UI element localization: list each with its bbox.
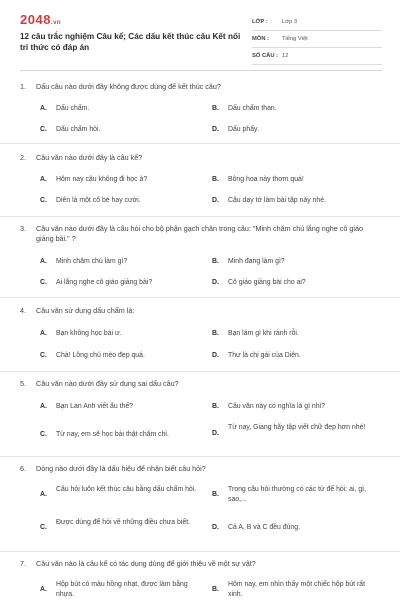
question-text: Câu văn sử dụng dấu chấm là: xyxy=(36,306,135,315)
question-number: 2. xyxy=(20,153,26,162)
option-letter: B. xyxy=(212,176,219,183)
option-letter: B. xyxy=(212,403,219,410)
option-letter: C. xyxy=(40,431,47,438)
option-text: Được dùng để hỏi về những điều chưa biết. xyxy=(56,519,191,526)
header xyxy=(0,0,400,64)
question-text: Dòng nào dưới đây là dấu hiệu để nhận biết câu hỏi? xyxy=(36,464,206,473)
option-letter: B. xyxy=(212,258,219,265)
option-letter: C. xyxy=(40,126,47,133)
question-4 xyxy=(0,301,400,372)
option-text: Ai lắng nghe cô giáo giảng bài? xyxy=(56,279,153,286)
option-text: Hôm nay cậu không đi học à? xyxy=(56,176,148,183)
question-3 xyxy=(0,219,400,298)
option-text: Bông hoa này thơm quá! xyxy=(228,176,304,183)
option-text: Hôm nay, em nhìn thấy một chiếc hộp bút rất xinh. xyxy=(228,581,365,598)
question-number: 4. xyxy=(20,306,26,315)
meta-subject-value: Tiếng Việt xyxy=(282,36,308,42)
option-letter: D. xyxy=(212,126,219,133)
option-text: Thư là chị gái của Diên. xyxy=(228,352,301,359)
option-letter: D. xyxy=(212,430,219,437)
option-text: Câu văn này có nghĩa là gì nhỉ? xyxy=(228,403,325,410)
option-text: Dấu chấm hỏi. xyxy=(56,126,101,133)
meta-subject xyxy=(252,31,382,48)
option-text: Từ nay, Giang hãy tập viết chữ đẹp hơn nhé! xyxy=(228,424,366,431)
option-letter: B. xyxy=(212,586,219,593)
option-letter: B. xyxy=(212,491,219,498)
option-text: Cậu dạy tớ làm bài tập này nhé. xyxy=(228,197,326,204)
option-text: Từ nay, em sẽ học bài thật chăm chỉ. xyxy=(56,431,169,438)
option-letter: A. xyxy=(40,105,47,112)
meta-class-value: Lớp 3 xyxy=(282,19,298,25)
option-letter: A. xyxy=(40,258,47,265)
question-7 xyxy=(0,554,400,600)
question-number: 1. xyxy=(20,82,26,91)
question-text: Câu văn nào dưới đây là câu hỏi cho bộ phận gạch chân trong câu: "Minh chăm chú lắng nghe cô giáo giảng bài." ? xyxy=(36,224,363,243)
meta-class-label: LỚP : xyxy=(252,19,268,25)
question-number: 6. xyxy=(20,464,26,473)
option-text: Bạn Lan Anh viết ẩu thế? xyxy=(56,403,134,410)
option-letter: A. xyxy=(40,176,47,183)
question-number: 5. xyxy=(20,379,26,388)
option-letter: A. xyxy=(40,491,47,498)
option-letter: B. xyxy=(212,105,219,112)
logo-tld: .vn xyxy=(50,20,62,26)
logo-main: 2048 xyxy=(20,12,51,27)
option-letter: D. xyxy=(212,352,219,359)
option-letter: C. xyxy=(40,352,47,359)
option-letter: D. xyxy=(212,197,219,204)
question-text: Câu văn nào dưới đây sử dụng sai dấu câu? xyxy=(36,379,179,388)
option-letter: C. xyxy=(40,279,47,286)
question-text: Dấu câu nào dưới đây không được dùng để kết thúc câu? xyxy=(36,82,221,91)
meta-count-label: SỐ CÂU : xyxy=(252,53,279,59)
option-text: Dấu chấm. xyxy=(56,105,90,112)
option-text: Minh chăm chú làm gì? xyxy=(56,258,128,265)
site-logo[interactable] xyxy=(20,12,61,27)
option-letter: A. xyxy=(40,330,47,337)
option-text: Hộp bút có màu hồng nhạt, được làm bằng nhựa. xyxy=(56,581,188,598)
option-letter: C. xyxy=(40,524,47,531)
option-letter: A. xyxy=(40,403,47,410)
header-divider xyxy=(20,70,382,71)
meta-class xyxy=(252,14,382,31)
meta-count-value: 12 xyxy=(282,53,289,59)
option-text: Câu hỏi luôn kết thúc câu bằng dấu chấm hỏi. xyxy=(56,486,197,493)
question-6 xyxy=(0,459,400,552)
meta-subject-label: MÔN : xyxy=(252,36,270,42)
option-letter: C. xyxy=(40,197,47,204)
question-number: 3. xyxy=(20,224,26,233)
option-text: Chà! Lông chú mèo đẹp quá. xyxy=(56,352,145,359)
question-5 xyxy=(0,374,400,457)
question-1 xyxy=(0,77,400,144)
question-text: Câu văn nào là câu kể có tác dụng dùng để giới thiệu về một sự vật? xyxy=(36,559,256,568)
option-letter: A. xyxy=(40,586,47,593)
meta-box xyxy=(252,14,382,65)
question-2 xyxy=(0,148,400,217)
question-text: Câu văn nào dưới đây là câu kể? xyxy=(36,153,143,162)
option-text: Bạn làm gì khi rảnh rỗi. xyxy=(228,330,299,337)
option-text: Dấu chấm than. xyxy=(228,105,277,112)
option-text: Dấu phẩy. xyxy=(228,126,259,133)
option-text: Diên là một cô bé hay cười. xyxy=(56,197,141,204)
option-text: Cả A, B và C đều đúng. xyxy=(228,524,301,531)
page-title: 12 câu trắc nghiệm Câu kể; Các dấu kết thúc câu Kết nối tri thức có đáp án xyxy=(20,32,241,52)
option-text: Minh đang làm gì? xyxy=(228,258,285,265)
option-text: Bạn không học bài ư. xyxy=(56,330,122,337)
option-letter: B. xyxy=(212,330,219,337)
option-text: Cô giáo giảng bài cho ai? xyxy=(228,279,306,286)
question-number: 7. xyxy=(20,559,26,568)
option-letter: D. xyxy=(212,279,219,286)
option-text: Trong câu hỏi thường có các từ để hỏi: ai, gì, sao,... xyxy=(228,486,366,503)
meta-count xyxy=(252,48,382,65)
option-letter: D. xyxy=(212,524,219,531)
